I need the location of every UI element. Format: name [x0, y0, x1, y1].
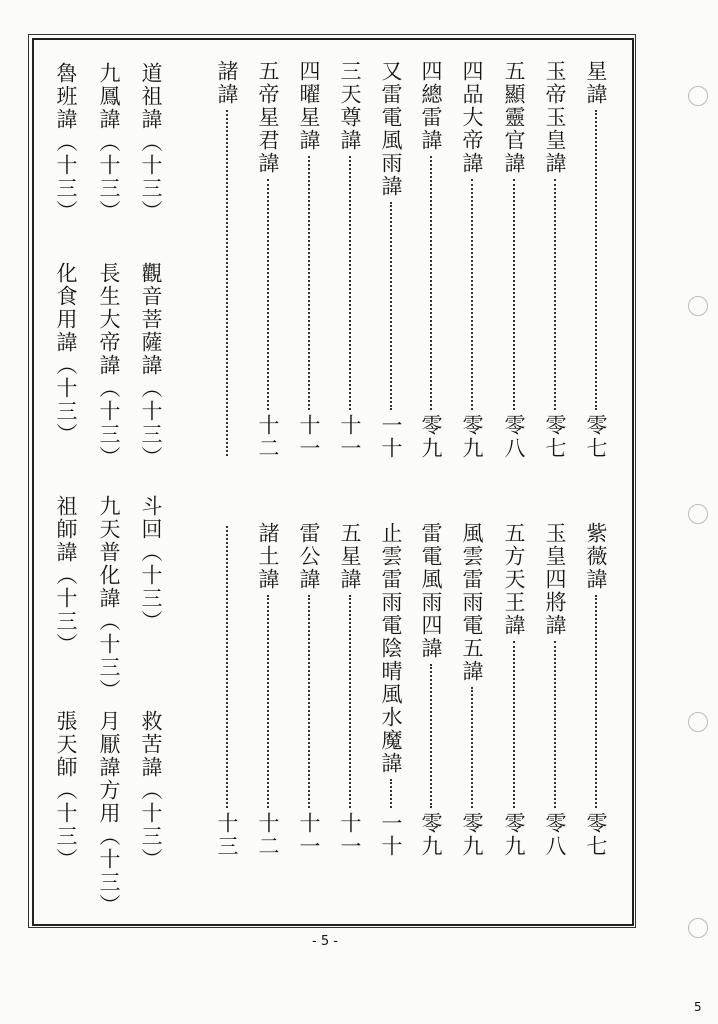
- toc-entry: [298, 60, 322, 460]
- dot-leader: [595, 110, 597, 410]
- misc-item: 九天普化諱（十三）: [97, 495, 121, 702]
- toc-entry: [503, 60, 527, 460]
- dot-leader: [595, 595, 597, 808]
- dot-leader: [513, 179, 515, 410]
- toc-entry-page: 零七: [543, 414, 567, 460]
- toc-entry-page: 零七: [584, 812, 608, 858]
- dot-leader: [226, 110, 228, 456]
- toc-entry: [380, 60, 404, 460]
- toc-entry-page: 一十: [379, 812, 403, 858]
- toc-entry-title: 雷公諱: [297, 522, 321, 591]
- toc-entry: [216, 60, 240, 460]
- toc-entry-page: 十三: [215, 812, 239, 858]
- toc-entry: [503, 522, 527, 858]
- toc-entry-title: 四曜星諱: [297, 60, 321, 152]
- toc-entry-title: 玉皇四將諱: [543, 522, 567, 637]
- dot-leader: [430, 156, 432, 410]
- toc-entry-title: 五顯靈官諱: [502, 60, 526, 175]
- toc-entry: [461, 522, 485, 858]
- dot-leader: [349, 156, 351, 410]
- toc-entry: [585, 522, 609, 858]
- toc-entry-page: 零八: [543, 812, 567, 858]
- dot-leader: [390, 202, 392, 410]
- binder-hole-icon: [688, 504, 708, 524]
- toc-entry-title: 四品大帝諱: [460, 60, 484, 175]
- toc-entry-page: 零八: [502, 414, 526, 460]
- toc-entry-page: 十一: [297, 414, 321, 460]
- toc-entry: [585, 60, 609, 460]
- dot-leader: [471, 687, 473, 808]
- toc-entry: [544, 60, 568, 460]
- dot-leader: [267, 595, 269, 808]
- toc-entry-title: 雷電風雨四諱: [419, 522, 443, 660]
- toc-entry-title: 止雲雷雨電陰晴風水魔諱: [379, 522, 403, 775]
- binder-hole-icon: [688, 86, 708, 106]
- dot-leader: [226, 526, 228, 808]
- toc-entry: [420, 60, 444, 460]
- toc-entry-page: 十一: [297, 812, 321, 858]
- toc-entry: [544, 522, 568, 858]
- toc-entry-title: 五帝星君諱: [256, 60, 280, 175]
- toc-entry-page: 零九: [419, 414, 443, 460]
- binder-hole-icon: [688, 296, 708, 316]
- dot-leader: [349, 595, 351, 808]
- dot-leader: [308, 595, 310, 808]
- misc-item: 斗回（十三）: [139, 495, 163, 633]
- toc-entry: [339, 60, 363, 460]
- misc-item: 月厭諱方用（十三）: [97, 710, 121, 917]
- toc-entry-title: 紫薇諱: [584, 522, 608, 591]
- toc-entry-title: 五星諱: [338, 522, 362, 591]
- misc-item: 長生大帝諱（十三）: [97, 262, 121, 469]
- binder-hole-icon: [688, 918, 708, 938]
- misc-item: 魯班諱（十三）: [54, 62, 78, 223]
- misc-item: 化食用諱（十三）: [54, 262, 78, 446]
- misc-item: 救苦諱（十三）: [139, 710, 163, 871]
- dot-leader: [430, 664, 432, 808]
- binder-hole-icon: [688, 712, 708, 732]
- toc-entry-title: 四總雷諱: [419, 60, 443, 152]
- toc-entry: [339, 522, 363, 858]
- toc-entry-title: 五方天王諱: [502, 522, 526, 637]
- dot-leader: [554, 179, 556, 410]
- misc-item: 張天師（十三）: [54, 710, 78, 871]
- page-number: - 5 -: [312, 934, 338, 949]
- toc-entry-title: 星諱: [584, 60, 608, 106]
- toc-entry: [380, 522, 404, 858]
- corner-number: 5: [694, 1000, 702, 1014]
- misc-item: 九鳳諱（十三）: [97, 62, 121, 223]
- toc-entry: [420, 522, 444, 858]
- toc-entry-title: 風雲雷雨電五諱: [460, 522, 484, 683]
- toc-entry: [461, 60, 485, 460]
- toc-entry: [257, 60, 281, 460]
- toc-entry: [257, 522, 281, 858]
- dot-leader: [471, 179, 473, 410]
- dot-leader: [554, 641, 556, 808]
- misc-item: 觀音菩薩諱（十三）: [139, 262, 163, 469]
- toc-entry-page: 十一: [338, 414, 362, 460]
- toc-entry-title: 玉帝玉皇諱: [543, 60, 567, 175]
- toc-entry-page: 十一: [338, 812, 362, 858]
- toc-entry-page: 十二: [256, 414, 280, 460]
- toc-entry-page: 零七: [584, 414, 608, 460]
- misc-item: 祖師諱（十三）: [54, 495, 78, 656]
- toc-entry: [298, 522, 322, 858]
- toc-entry: [216, 522, 240, 858]
- dot-leader: [390, 779, 392, 808]
- toc-entry-page: 一十: [379, 414, 403, 460]
- toc-entry-page: 零九: [460, 812, 484, 858]
- toc-entry-title: 諸諱: [215, 60, 239, 106]
- toc-entry-page: 零九: [460, 414, 484, 460]
- toc-entry-title: 三天尊諱: [338, 60, 362, 152]
- dot-leader: [308, 156, 310, 410]
- toc-entry-page: 十二: [256, 812, 280, 858]
- toc-entry-page: 零九: [419, 812, 443, 858]
- toc-entry-title: 諸土諱: [256, 522, 280, 591]
- misc-item: 道祖諱（十三）: [139, 62, 163, 223]
- toc-entry-page: 零九: [502, 812, 526, 858]
- dot-leader: [513, 641, 515, 808]
- toc-entry-title: 又雷電風雨諱: [379, 60, 403, 198]
- dot-leader: [267, 179, 269, 410]
